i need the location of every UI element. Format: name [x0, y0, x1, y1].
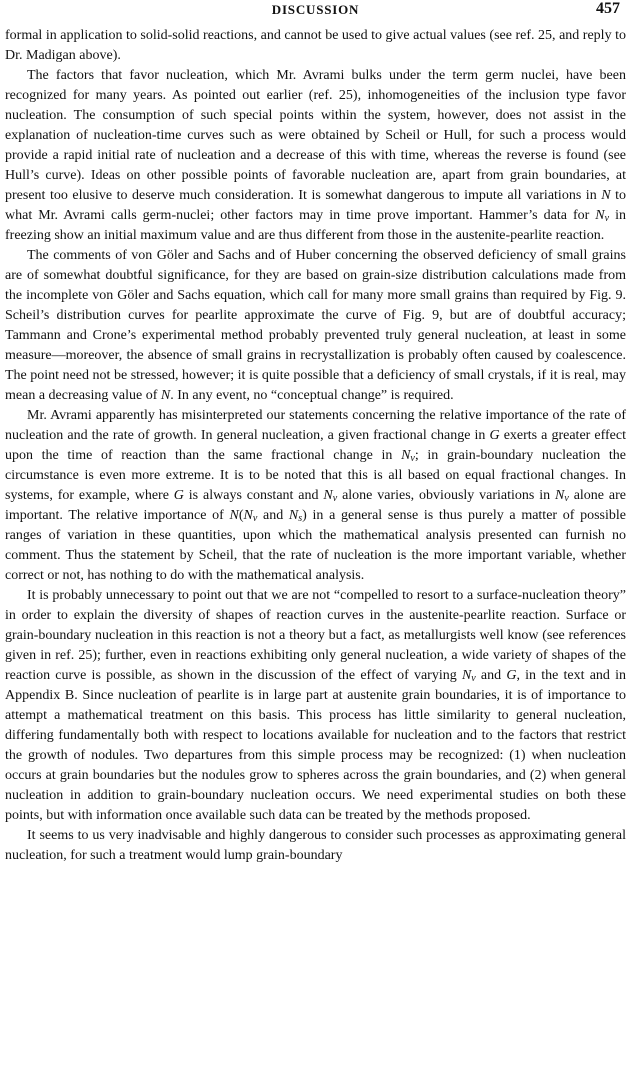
text-run: , in the text and in Appendix B. Since nucleation of pearlite is in large part at austenite grain boundaries, it is of importance to attempt a mathematical treatment on this basis. This process has little similarity to general nucleation, differing fundamentally both with respect to locations available for nucleation and to the factors that restrict the growth of nodules. Two departures from this simple process may be recognized: (1) when nucleation occurs at grain boundaries but the nodules grow to spheres across the grain boundaries, and (2) when general nucleation in addition to grain-boundary nucleation occurs. We need experimental studies on both these points, but with information once available such data can be treated by the methods proposed. [5, 668, 627, 823]
text-run: . In any event, no “conceptual change” is required. [170, 388, 454, 403]
text-run: The comments of von Göler and Sachs and of Huber concerning the observed deficiency of small grains are of somewhat doubtful significance, for they are based on grain-size distribution calculations made from the incomplete von Göler and Sachs equation, which call for many more small grains than required by Fig. 9. Scheil’s distribution curves for pearlite approximate the curve of Fig. 9, but are of doubtful accuracy; Tammann and Crone’s experimental method probably prevented truly general nucleation, at least in some measure—moreover, the absence of small grains in recrystallization is probably often caused by coalescence. The point need not be stressed, however; it is quite possible that a deficiency of small crystals, if it is real, may mean a decreasing value of [5, 248, 626, 403]
subscript: v [332, 493, 338, 504]
text-run: It is probably unnecessary to point out that we are not “compelled to resort to a surface-nucleation theory” in order to explain the diversity of shapes of reaction curves in the austenite-pearlite reaction. Surface or grain-boundary nucleation in this reaction is not a theory but a fact, as metallurgists well know (see references given in ref. 25); further, even in reactions exhibiting only general nucleation, a wide variety of shapes of the reaction curve is possible, as shown in the discussion of the effect of varying [5, 588, 626, 683]
text-run: alone are important. The relative importance of [5, 488, 626, 523]
subscript: v [564, 493, 569, 504]
italic-symbol: G [173, 488, 184, 503]
page-header [5, 0, 626, 24]
text-run: ) in a general sense is thus purely a matter of possible ranges of variation in these quantities, upon which the mathematical analysis presented can furnish no comment. Thus the statement by Scheil, that the rate of nucleation is the more important variable, whether correct or not, has nothing to do with the mathematical analysis. [5, 508, 627, 583]
paragraph [5, 66, 626, 246]
body-text [5, 26, 626, 866]
text-run: It seems to us very inadvisable and highly dangerous to consider such processes as approximating general nucleation, for such a treatment would lump grain-boundary [5, 828, 626, 863]
italic-symbol: N [461, 668, 472, 683]
italic-symbol: N [243, 508, 253, 523]
paragraph [5, 26, 626, 66]
running-head: DISCUSSION [271, 2, 360, 17]
text-run: exerts a greater effect upon the time of reaction than the same fractional change in [5, 428, 626, 463]
italic-symbol: G [506, 668, 517, 683]
italic-symbol: N [601, 188, 611, 203]
italic-symbol: N [555, 488, 565, 503]
text-run: ; in grain-boundary nucleation the circumstance is even more extreme. It is to be noted that this is all based on equal fractional changes. In systems, for example, where [5, 448, 626, 503]
italic-symbol: N [401, 448, 411, 463]
text-run: Mr. Avrami apparently has misinterpreted our statements concerning the relative importance of the rate of nucleation and the rate of growth. In general nucleation, a given fractional change in [5, 408, 626, 443]
subscript: s [298, 513, 303, 524]
text-run: The factors that favor nucleation, which Mr. Avrami bulks under the term germ nuclei, have been recognized for many years. As pointed out earlier (ref. 25), inhomogeneities of the inclusion type favor nucleation. The consumption of such special points within the system, however, does not assist in the explanation of nucleation-time curves such as were obtained by Scheil or Hull, for such a process would provide a rapid initial rate of nucleation and a decrease of this with time, whereas the reverse is found (see Hull’s curve). Ideas on other possible points of favorable nucleation are, apart from grain boundaries, at present too elusive to deserve much consideration. It is somewhat dangerous to impute all variations in [5, 68, 626, 203]
subscript: v [471, 673, 476, 684]
text-run: formal in application to solid-solid reactions, and cannot be used to give actual values (see ref. 25, and reply to Dr. Madigan above). [5, 28, 626, 63]
italic-symbol: N [160, 388, 171, 403]
text-run: in freezing show an initial maximum value and are thus different from those in the austenite-pearlite reaction. [5, 208, 626, 243]
paragraph [5, 406, 626, 586]
italic-symbol: G [489, 428, 500, 443]
text-run: is always constant and [183, 488, 324, 503]
italic-symbol: N [595, 208, 605, 223]
subscript: v [604, 213, 610, 224]
text-run: ( [238, 508, 244, 523]
text-run: and [257, 508, 289, 523]
italic-symbol: N [229, 508, 239, 523]
subscript: v [410, 453, 415, 464]
page-number: 457 [596, 0, 620, 17]
italic-symbol: N [288, 508, 299, 523]
text-run: and [475, 668, 507, 683]
italic-symbol: N [323, 488, 333, 503]
paragraph [5, 246, 626, 406]
paragraph [5, 586, 626, 826]
paragraph [5, 826, 626, 866]
subscript: v [252, 513, 258, 524]
text-run: to what Mr. Avrami calls germ-nuclei; other factors may in time prove important. Hammer’s data for [5, 188, 627, 223]
text-run: alone varies, obviously variations in [337, 488, 556, 503]
